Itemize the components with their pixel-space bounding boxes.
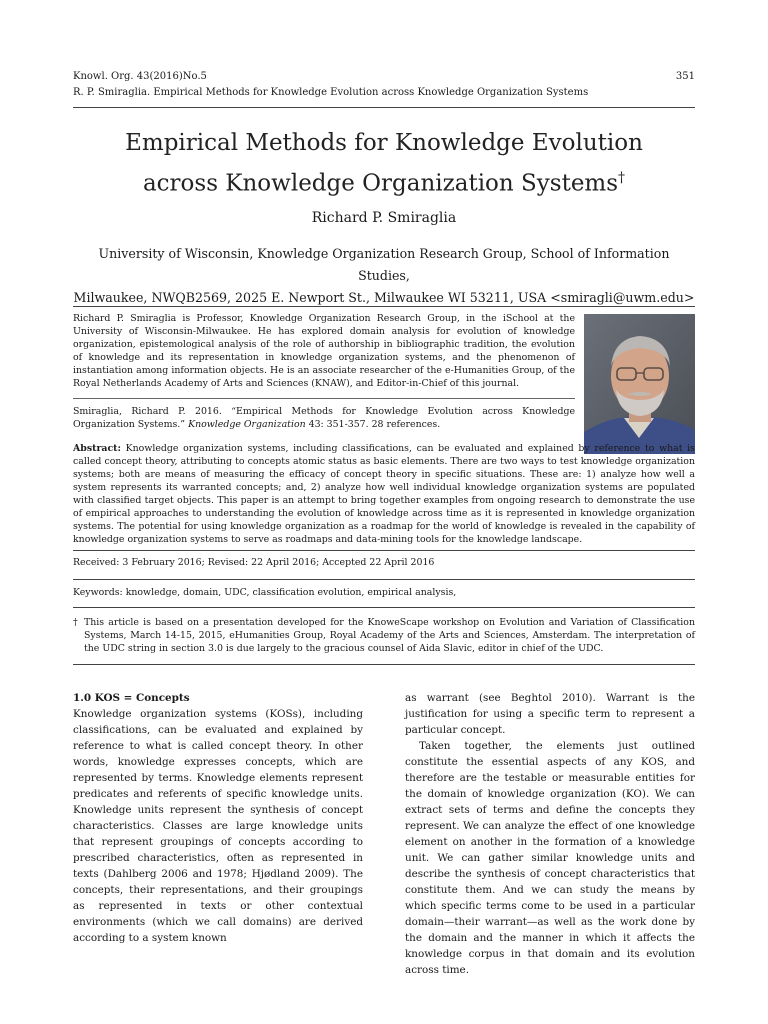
author-name: Richard P. Smiraglia <box>311 210 457 226</box>
abstract <box>73 442 695 546</box>
section-heading: 1.0 KOS = Concepts <box>73 692 190 704</box>
citation-text: Smiraglia, Richard P. 2016. “Empirical Methods for Knowledge Evolution across Knowledge Organization Systems.” <box>73 406 575 430</box>
affiliation-line-2: Milwaukee, NWQB2569, 2025 E. Newport St., Milwaukee WI 53211, USA <smiragli@uwm.edu> <box>73 290 695 305</box>
affiliation <box>73 243 695 309</box>
bio-divider <box>73 398 575 399</box>
article-citation <box>73 405 575 431</box>
author-bio: Richard P. Smiraglia is Professor, Knowledge Organization Research Group, in the iSchool at the University of Wisconsin-Milwaukee. He has explored domain analysis for evolution of knowledge organization, epistemological analysis of the role of authorship in bibliographic tradition, the evolution of knowledge and its representation in knowledge organization systems, and the phenomenon of instantiation among information objects. He is an associate researcher of the e-Humanities Group, of the Royal Netherlands Academy of Arts and Sciences (KNAW), and Editor-in-Chief of this journal. <box>73 313 575 389</box>
affiliation-line-1: University of Wisconsin, Knowledge Organization Research Group, School of Information Studies, <box>98 246 670 283</box>
paper-page <box>73 0 695 1024</box>
keywords-divider <box>73 607 695 608</box>
abstract-divider <box>73 550 695 551</box>
running-author-title: R. P. Smiraglia. Empirical Methods for Knowledge Evolution across Knowledge Organization Systems <box>73 87 589 98</box>
citation-journal: Knowledge Organization <box>188 419 306 430</box>
journal-citation: Knowl. Org. 43(2016)No.5 <box>73 71 207 82</box>
body-paragraph: Taken together, the elements just outlined constitute the essential aspects of any KOS, and therefore are the testable or measurable entities for the domain of knowledge organization (KO). We can extract sets of terms and define the concepts they represent. We can analyze the effect of one knowledge element on another in the formation of a knowledge unit. We can gather similar knowledge units and describe the synthesis of concept characteristics that constitute them. And we can study the means by which specific terms come to be used in a particular domain—their warrant—as well as the work done by the domain and the manner in which it affects the knowledge corpus in that domain and its evolution across time. <box>405 740 695 976</box>
article-title <box>73 126 695 202</box>
author-portrait-image <box>584 314 695 454</box>
title-line-2 <box>73 161 695 202</box>
title-line-1: Empirical Methods for Knowledge Evolution <box>125 130 643 156</box>
article-dates: Received: 3 February 2016; Revised: 22 April 2016; Accepted 22 April 2016 <box>73 557 435 568</box>
article-keywords: Keywords: knowledge, domain, UDC, classification evolution, empirical analysis, <box>73 587 457 598</box>
body-paragraph: Knowledge organization systems (KOSs), including classifications, can be evaluated and explained by reference to what is called concept theory. In other words, knowledge expresses concepts, which are represented by terms. Knowledge elements represent predicates and referents of specific knowledge units. Knowledge units represent the synthesis of concept characteristics. Classes are large knowledge units that represent groupings of concepts according to prescribed characteristics, often as represented in texts (Dahlberg 2006 and 1978; Hjødland 2009). The concepts, their representations, and their groupings as represented in texts or other contextual environments (which we call domains) are derived according to a system known <box>73 708 363 944</box>
title-line-2-text: across Knowledge Organization Systems <box>142 170 619 197</box>
footnote-dagger: † <box>73 617 78 628</box>
body-column-left <box>73 690 363 946</box>
footnote-divider <box>73 664 695 665</box>
citation-details: 43: 351-357. 28 references. <box>305 419 441 430</box>
abstract-label: Abstract: <box>73 443 121 454</box>
page-number: 351 <box>675 71 695 82</box>
abstract-text: Knowledge organization systems, including classifications, can be evaluated and explained by reference to what is called concept theory, attributing to concepts atomic status as basic elements. There are two ways to test knowledge organization systems; both are means of measuring the efficacy of concept theory in specific situations. These are: 1) analyze how well a system represents its warranted concepts; and, 2) analyze how well individual knowledge organization systems are populated with classified target objects. This paper is an attempt to bring together examples from ongoing research to demonstrate the use of empirical approaches to understanding the evolution of knowledge across time as it is represented in knowledge organization systems. The potential for using knowledge organization as a roadmap for the world of knowledge is revealed in the capability of knowledge organization systems to serve as roadmaps and data-mining tools for the knowledge landscape. <box>73 443 695 545</box>
body-paragraph: as warrant (see Beghtol 2010). Warrant is the justification for using a specific term to represent a particular concept. <box>405 692 695 736</box>
title-dagger: † <box>618 170 626 186</box>
footnote-text: This article is based on a presentation developed for the KnoweScape workshop on Evolution and Variation of Classification Systems, March 14-15, 2015, eHumanities Group, Royal Academy of the Arts and Sciences, Amsterdam. The interpretation of the UDC string in section 3.0 is due largely to the gracious counsel of Aida Slavic, editor in chief of the UDC. <box>84 617 695 654</box>
dates-divider <box>73 579 695 580</box>
header-divider <box>73 107 695 108</box>
title-divider <box>73 306 695 307</box>
body-column-right <box>405 690 695 978</box>
author-photo <box>584 314 695 454</box>
